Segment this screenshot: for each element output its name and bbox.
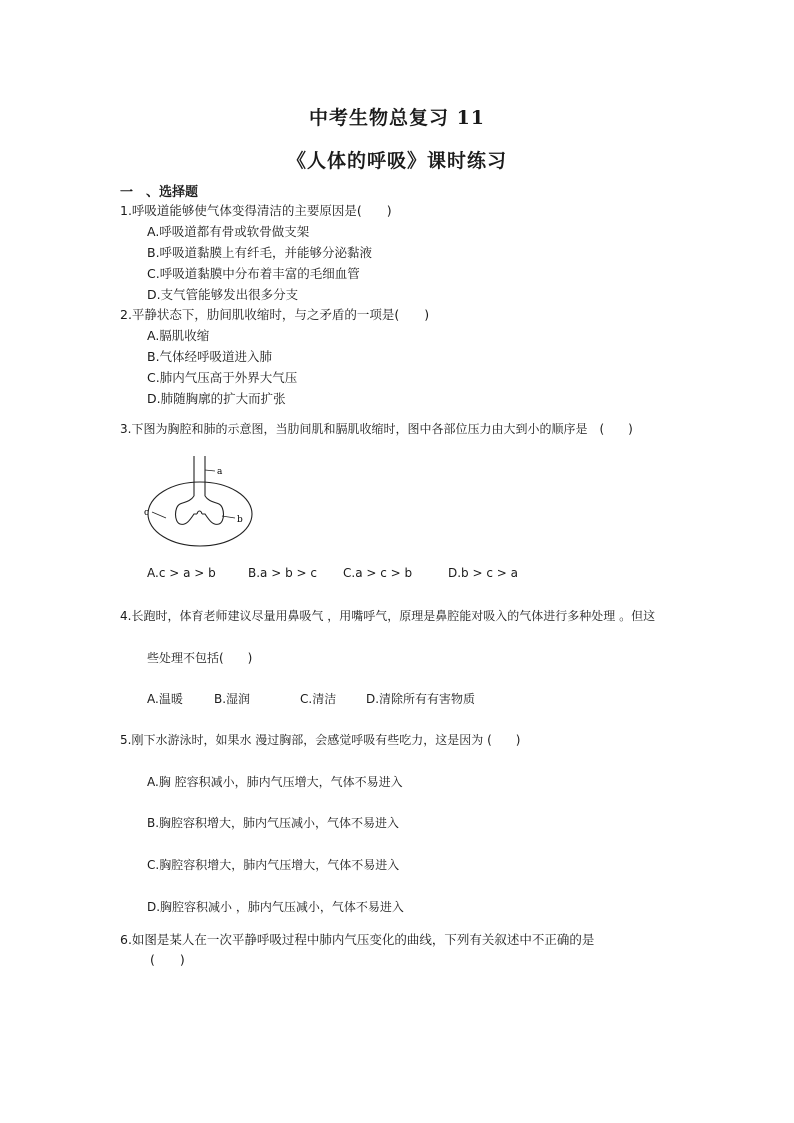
question-5-stem: 5.刚下水游泳时，如果水 漫过胸部，会感觉呼吸有些吃力，这是因为 ( ) (120, 733, 521, 747)
section-heading: 一 、选择题 (120, 185, 199, 200)
label-b: b (237, 515, 243, 525)
question-3-option-b: B.a > b > c (248, 566, 317, 580)
question-1-option-c: C.呼吸道黏膜中分布着丰富的毛细血管 (147, 266, 360, 281)
question-4-option-b: B.湿润 (214, 692, 251, 706)
lung-inner-curve (197, 511, 202, 514)
question-2-option-b: B.气体经呼吸道进入肺 (147, 349, 273, 364)
question-1-option-a: A.呼吸道都有骨或软骨做支架 (147, 224, 310, 239)
question-4-stem: 4.长跑时，体育老师建议尽量用鼻吸气 ，用嘴呼气，原理是鼻腔能对吸入的气体进行多种处理 。但这 (120, 609, 656, 623)
left-lung-outline (176, 496, 198, 524)
thoracic-cavity-outline (148, 482, 252, 546)
question-3-option-a: A.c > a > b (147, 566, 216, 580)
question-5-option-b: B.胸腔容积增大，肺内气压减小，气体不易进入 (147, 816, 400, 830)
question-3-option-c: C.a > c > b (343, 566, 413, 580)
question-6-stem-continued: ( ) (150, 952, 185, 967)
question-2-stem: 2.平静状态下，肋间肌收缩时，与之矛盾的一项是( ) (120, 307, 430, 322)
question-4-option-a: A.温暖 (147, 692, 183, 706)
chest-lung-diagram (140, 452, 260, 552)
label-a-leader (205, 470, 215, 471)
label-b-leader (222, 516, 235, 518)
page-subtitle: 《人体的呼吸》课时练习 (286, 150, 507, 172)
question-4-stem-continued: 些处理不包括( ) (147, 651, 253, 665)
label-c-leader (152, 512, 166, 518)
question-5-option-c: C.胸腔容积增大，肺内气压增大，气体不易进入 (147, 858, 400, 872)
question-2-option-a: A.膈肌收缩 (147, 328, 210, 343)
question-3-option-d: D.b > c > a (448, 566, 518, 580)
question-6-stem: 6.如图是某人在一次平静呼吸过程中肺内气压变化的曲线，下列有关叙述中不正确的是 (120, 932, 595, 947)
question-4-option-d: D.清除所有有害物质 (366, 692, 476, 706)
question-1-stem: 1.呼吸道能够使气体变得清洁的主要原因是( ) (120, 203, 392, 218)
question-4-option-c: C.清洁 (300, 692, 337, 706)
question-3-stem: 3.下图为胸腔和肺的示意图，当肋间肌和膈肌收缩时，图中各部位压力由大到小的顺序是 ( ) (120, 422, 633, 436)
question-2-option-c: C.肺内气压高于外界大气压 (147, 370, 298, 385)
page-title: 中考生物总复习 11 (308, 107, 486, 129)
label-a: a (217, 467, 223, 477)
question-1-option-b: B.呼吸道黏膜上有纤毛，并能够分泌黏液 (147, 245, 373, 260)
label-c: c (144, 508, 150, 518)
right-lung-outline (202, 496, 224, 524)
question-1-option-d: D.支气管能够发出很多分支 (147, 287, 299, 302)
question-5-option-d: D.胸腔容积减小 ，肺内气压减小，气体不易进入 (147, 900, 404, 914)
question-2-option-d: D.肺随胸廓的扩大而扩张 (147, 391, 286, 406)
question-5-option-a: A.胸 腔容积减小，肺内气压增大，气体不易进入 (147, 775, 403, 789)
